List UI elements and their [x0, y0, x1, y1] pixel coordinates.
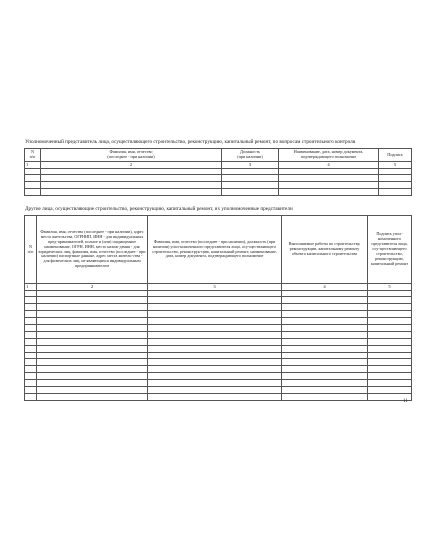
- section1-title: Уполномоченный представитель лица, осуществляющего строительство, реконструкцию, капитальный ремонт, по вопросам строительного контроля: [25, 139, 356, 145]
- column-number: 5: [379, 162, 412, 169]
- table-row: [25, 304, 412, 311]
- table-row: [25, 393, 412, 400]
- table-row: [25, 297, 412, 304]
- table-row: [25, 324, 412, 331]
- header-representative: Фамилия, имя, отчество (последнее - при наличии), должность (при наличии) упол-номоченного представителя лица, осу-ществляющего строительство, реконструк-цию, капитальный ремонт; наименование, дата, номер документа, подтверждающего полномочие: [148, 216, 282, 284]
- table-row: [25, 175, 412, 182]
- table-row: [25, 380, 412, 387]
- header-signature: Подпись: [379, 149, 412, 162]
- page-number: 11: [403, 399, 408, 404]
- section2-title: Другие лица, осуществляющие строительство, реконструкцию, капитальный ремонт, их уполномоченные представители: [25, 206, 293, 212]
- column-number: 1: [25, 284, 37, 291]
- table-row: [25, 168, 412, 175]
- table-row: [25, 345, 412, 352]
- header-full-name: Фамилия, имя, отчество (последнее - при наличии): [41, 149, 222, 162]
- construction-control-table: [24, 148, 412, 196]
- table-row: [25, 182, 412, 189]
- column-number: 5: [368, 284, 412, 291]
- table-row: [25, 189, 412, 196]
- header-authority-document: Наименование, дата, номер документа, подтверждающего полномочие: [279, 149, 379, 162]
- table-row: [25, 359, 412, 366]
- column-number: 3: [222, 162, 279, 169]
- header-party-details: Фамилия, имя, отчество (последнее - при наличии), адрес места жительства, ОГРНИП, ИНН - для индивидуальных пред-принимателей, полное и (или) сокращенное наименование, ОГРН, ИНН, место нахож-дения - для юридических лиц, фамилия, имя, отчество (последнее - при наличии) паспортные данные, адрес места житель-ства - для физических лиц, не являющихся индивидуальным предпринимателем: [37, 216, 148, 284]
- table-row: [25, 386, 412, 393]
- table-row: [25, 373, 412, 380]
- column-number: 1: [25, 162, 41, 169]
- table-row: [25, 352, 412, 359]
- table-row: [25, 338, 412, 345]
- table-row: [25, 331, 412, 338]
- table-row: [25, 318, 412, 325]
- header-number: N п/п: [25, 216, 37, 284]
- table-row: [25, 366, 412, 373]
- header-number: N п/п: [25, 149, 41, 162]
- table-row: [25, 290, 412, 297]
- column-number: 2: [41, 162, 222, 169]
- other-persons-table: [24, 215, 412, 401]
- column-number: 4: [282, 284, 368, 291]
- column-number: 4: [279, 162, 379, 169]
- header-position: Должность (при наличии): [222, 149, 279, 162]
- header-works-performed: Выполняемые работы по строительству, реконструкции, капитальному ремонту объекта капитального строительства: [282, 216, 368, 284]
- table-row: [25, 311, 412, 318]
- column-number: 3: [148, 284, 282, 291]
- header-signature: Подпись упол-номоченного представителя лица, осу-ществляющего строительство, реконструкцию, капитальный ремонт: [368, 216, 412, 284]
- column-number: 2: [37, 284, 148, 291]
